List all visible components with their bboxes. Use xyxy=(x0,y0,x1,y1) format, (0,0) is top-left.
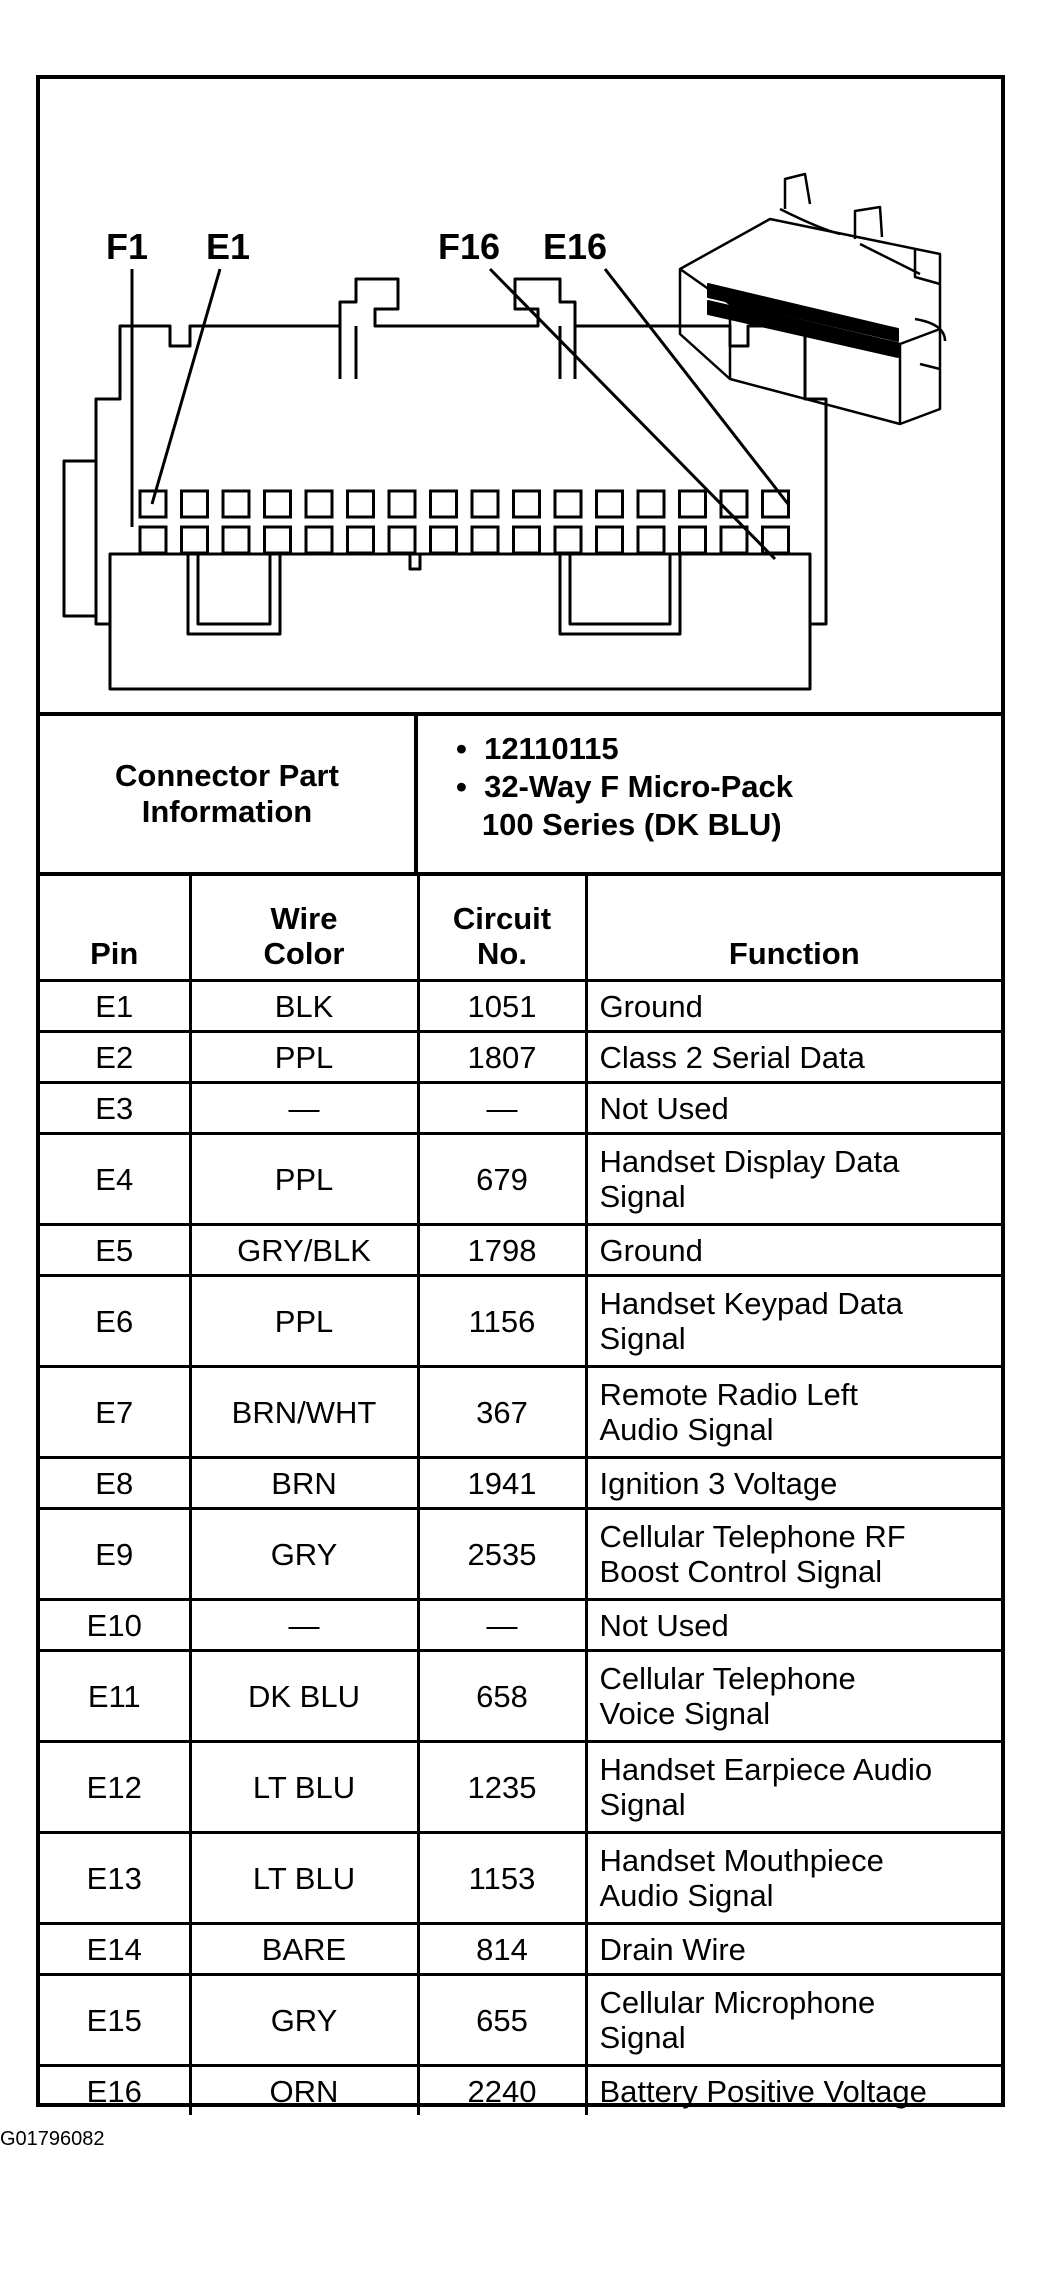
pin-cell: E1 xyxy=(40,981,190,1032)
pin-cavity-f1 xyxy=(140,527,166,553)
pin-cell: E3 xyxy=(40,1083,190,1134)
pin-cavity-e6 xyxy=(348,491,374,517)
connector-info-label-line1: Connector Part xyxy=(115,758,339,793)
pin-cavity-f13 xyxy=(638,527,664,553)
side-tab xyxy=(64,461,96,616)
wire-color-cell: BRN xyxy=(190,1458,418,1509)
circuit-cell: 1153 xyxy=(418,1833,586,1924)
function-line1: Ground xyxy=(599,988,703,1024)
function-cell xyxy=(586,981,1001,1032)
function-line1: Handset Earpiece Audio xyxy=(599,1752,933,1787)
pin-cell: E8 xyxy=(40,1458,190,1509)
pin-cavity-f9 xyxy=(472,527,498,553)
header-circuit-no: Circuit No. xyxy=(418,874,586,981)
pin-cavities xyxy=(140,491,789,553)
function-cell xyxy=(586,1600,1001,1651)
function-cell xyxy=(586,1032,1001,1083)
circuit-cell: 1807 xyxy=(418,1032,586,1083)
function-line2: Voice Signal xyxy=(599,1696,771,1731)
pin-cavity-e3 xyxy=(223,491,249,517)
function-line2: Signal xyxy=(599,1787,686,1822)
wire-color-cell: PPL xyxy=(190,1134,418,1225)
latch-window-right xyxy=(560,554,680,634)
header-function: Function xyxy=(586,874,1001,981)
pin-cavity-e11 xyxy=(555,491,581,517)
pin-cell: E2 xyxy=(40,1032,190,1083)
circuit-cell: 1051 xyxy=(418,981,586,1032)
pin-cavity-f11 xyxy=(555,527,581,553)
table-row xyxy=(40,1600,1001,1651)
pin-cavity-e13 xyxy=(638,491,664,517)
connector-info-label xyxy=(40,716,418,872)
circuit-cell: 2240 xyxy=(418,2066,586,2116)
pin-cavity-f4 xyxy=(265,527,291,553)
function-cell xyxy=(586,1134,1001,1225)
table-row xyxy=(40,1225,1001,1276)
pin-cell: E4 xyxy=(40,1134,190,1225)
figure-code: G01796082 xyxy=(0,2128,105,2150)
pin-cavity-f6 xyxy=(348,527,374,553)
leader-e1 xyxy=(152,269,220,504)
pin-cell: E6 xyxy=(40,1276,190,1367)
pinout-table xyxy=(40,872,1001,2115)
function-line2: Audio Signal xyxy=(599,1878,774,1913)
wire-color-cell: BLK xyxy=(190,981,418,1032)
connector-description-line2: 100 Series (DK BLU) xyxy=(456,807,782,842)
pin-cavity-f5 xyxy=(306,527,332,553)
table-row xyxy=(40,1924,1001,1975)
table-row xyxy=(40,1032,1001,1083)
label-e1: E1 xyxy=(206,226,251,267)
function-cell xyxy=(586,1742,1001,1833)
pin-cavity-e8 xyxy=(431,491,457,517)
table-row xyxy=(40,1276,1001,1367)
function-line1: Handset Display Data xyxy=(599,1144,900,1179)
wire-color-cell: BRN/WHT xyxy=(190,1367,418,1458)
label-f16: F16 xyxy=(438,226,501,267)
connector-info-values xyxy=(418,716,1001,872)
pin-cell: E9 xyxy=(40,1509,190,1600)
function-line1: Not Used xyxy=(599,1607,729,1643)
function-line1: Cellular Microphone xyxy=(599,1985,876,2020)
pin-cavity-e10 xyxy=(514,491,540,517)
wire-color-cell: PPL xyxy=(190,1032,418,1083)
circuit-cell: 655 xyxy=(418,1975,586,2066)
circuit-cell: 814 xyxy=(418,1924,586,1975)
wire-color-cell: BARE xyxy=(190,1924,418,1975)
function-line1: Cellular Telephone xyxy=(599,1661,856,1696)
wire-color-cell: GRY xyxy=(190,1975,418,2066)
function-cell xyxy=(586,1083,1001,1134)
function-line1: Class 2 Serial Data xyxy=(599,1039,865,1075)
wire-color-cell: GRY/BLK xyxy=(190,1225,418,1276)
circuit-cell: 658 xyxy=(418,1651,586,1742)
table-row xyxy=(40,1742,1001,1833)
pin-cavity-f7 xyxy=(389,527,415,553)
header-pin: Pin xyxy=(40,874,190,981)
pin-cell: E10 xyxy=(40,1600,190,1651)
table-row xyxy=(40,1458,1001,1509)
pin-cavity-f14 xyxy=(680,527,706,553)
pin-cavity-f12 xyxy=(597,527,623,553)
circuit-cell: — xyxy=(418,1600,586,1651)
wire-color-cell: GRY xyxy=(190,1509,418,1600)
pin-cell: E11 xyxy=(40,1651,190,1742)
pin-cavity-e7 xyxy=(389,491,415,517)
table-row xyxy=(40,1833,1001,1924)
function-line2: Audio Signal xyxy=(599,1412,774,1447)
pin-cell: E14 xyxy=(40,1924,190,1975)
table-row xyxy=(40,1367,1001,1458)
connector-description-line1: • 32-Way F Micro-Pack xyxy=(456,769,794,804)
pin-cavity-f10 xyxy=(514,527,540,553)
pin-cavity-e5 xyxy=(306,491,332,517)
wire-color-cell: LT BLU xyxy=(190,1742,418,1833)
connector-card xyxy=(36,75,1005,2107)
label-f1: F1 xyxy=(106,226,149,267)
circuit-cell: 2535 xyxy=(418,1509,586,1600)
pin-cavity-e12 xyxy=(597,491,623,517)
circuit-cell: 1156 xyxy=(418,1276,586,1367)
function-cell xyxy=(586,1458,1001,1509)
wire-color-cell: ORN xyxy=(190,2066,418,2116)
label-e16: E16 xyxy=(543,226,608,267)
function-cell xyxy=(586,1833,1001,1924)
wire-color-cell: — xyxy=(190,1600,418,1651)
connector-lower-plate xyxy=(110,554,810,624)
table-row xyxy=(40,1509,1001,1600)
wire-color-cell: — xyxy=(190,1083,418,1134)
wire-color-cell: LT BLU xyxy=(190,1833,418,1924)
function-line1: Ignition 3 Voltage xyxy=(599,1465,838,1501)
pin-cavity-f3 xyxy=(223,527,249,553)
table-row xyxy=(40,1134,1001,1225)
function-line2: Signal xyxy=(599,1179,686,1214)
pin-cavity-f2 xyxy=(182,527,208,553)
circuit-cell: 1235 xyxy=(418,1742,586,1833)
table-row xyxy=(40,2066,1001,2116)
function-line1: Cellular Telephone RF xyxy=(599,1519,906,1554)
table-row xyxy=(40,1975,1001,2066)
function-line1: Handset Keypad Data xyxy=(599,1286,903,1321)
function-line2: Signal xyxy=(599,1321,686,1356)
pin-cavity-e4 xyxy=(265,491,291,517)
table-row xyxy=(40,1083,1001,1134)
connector-body-outline xyxy=(96,279,826,689)
pin-cavity-e9 xyxy=(472,491,498,517)
function-line1: Ground xyxy=(599,1232,703,1268)
pin-cell: E13 xyxy=(40,1833,190,1924)
pin-cell: E5 xyxy=(40,1225,190,1276)
function-cell xyxy=(586,1367,1001,1458)
pinout-header-row xyxy=(40,874,1001,981)
circuit-cell: — xyxy=(418,1083,586,1134)
wire-color-cell: PPL xyxy=(190,1276,418,1367)
function-cell xyxy=(586,1276,1001,1367)
wire-color-cell: DK BLU xyxy=(190,1651,418,1742)
function-line1: Remote Radio Left xyxy=(599,1377,858,1412)
circuit-cell: 679 xyxy=(418,1134,586,1225)
function-cell xyxy=(586,1509,1001,1600)
pin-cavity-f8 xyxy=(431,527,457,553)
connector-info-row xyxy=(40,712,1001,872)
pin-cell: E16 xyxy=(40,2066,190,2116)
circuit-cell: 1798 xyxy=(418,1225,586,1276)
latch-window-left xyxy=(188,554,280,634)
function-cell xyxy=(586,1924,1001,1975)
function-cell xyxy=(586,1975,1001,2066)
pin-cavity-f15 xyxy=(721,527,747,553)
connector-part-number: • 12110115 xyxy=(456,731,619,766)
function-line2: Boost Control Signal xyxy=(599,1554,883,1589)
function-cell xyxy=(586,1225,1001,1276)
table-row xyxy=(40,1651,1001,1742)
pin-cell: E7 xyxy=(40,1367,190,1458)
function-cell xyxy=(586,2066,1001,2116)
function-line1: Handset Mouthpiece xyxy=(599,1843,884,1878)
pin-cavity-e16 xyxy=(763,491,789,517)
circuit-cell: 367 xyxy=(418,1367,586,1458)
circuit-cell: 1941 xyxy=(418,1458,586,1509)
function-line1: Drain Wire xyxy=(599,1931,746,1967)
function-cell xyxy=(586,1651,1001,1742)
table-row xyxy=(40,981,1001,1032)
pinout-rows xyxy=(40,981,1001,2116)
connector-info-label-line2: Information xyxy=(141,794,313,829)
function-line1: Battery Positive Voltage xyxy=(599,2073,927,2109)
pin-cell: E12 xyxy=(40,1742,190,1833)
function-line2: Signal xyxy=(599,2020,686,2055)
pin-cell: E15 xyxy=(40,1975,190,2066)
function-line1: Not Used xyxy=(599,1090,729,1126)
pin-cavity-e15 xyxy=(721,491,747,517)
header-wire-color: Wire Color xyxy=(190,874,418,981)
pin-cavity-e2 xyxy=(182,491,208,517)
connector-drawing xyxy=(40,79,1001,712)
connector-3d-thumbnail xyxy=(680,174,945,424)
pin-cavity-e14 xyxy=(680,491,706,517)
